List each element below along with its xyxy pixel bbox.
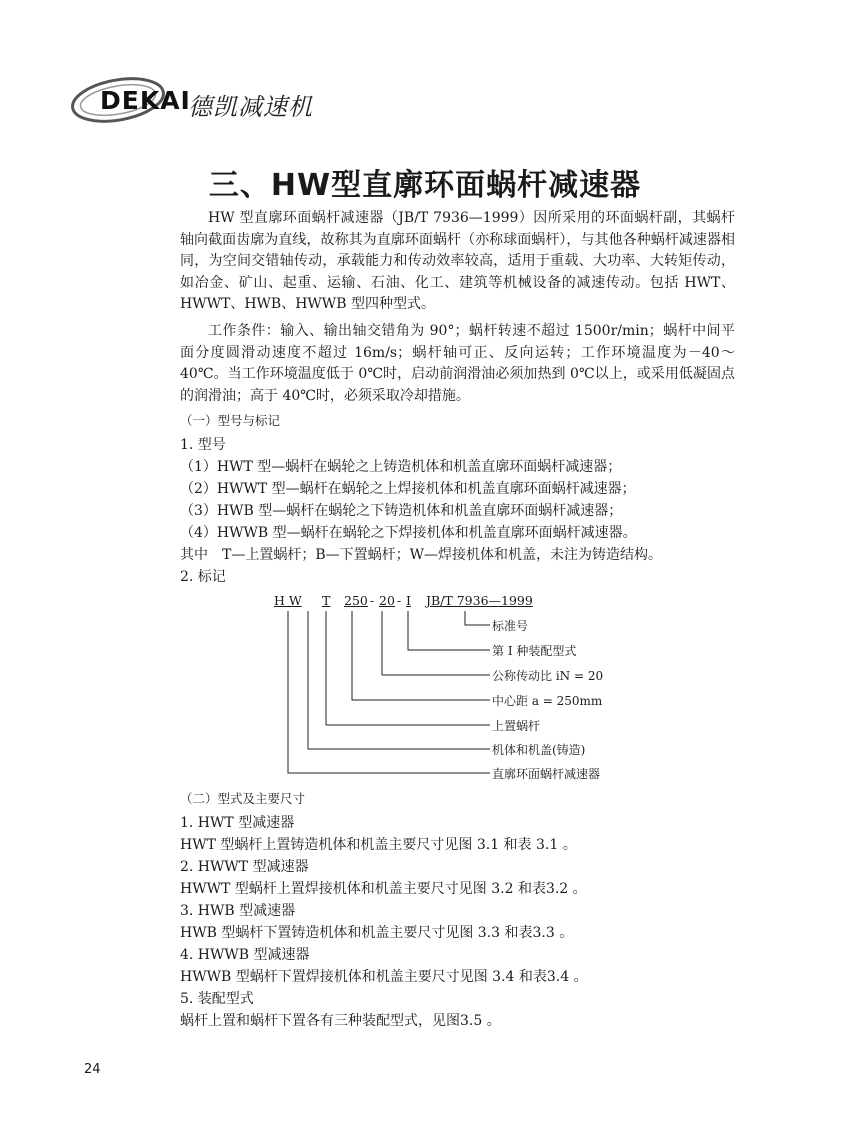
label-upper-worm: 上置蜗杆: [492, 719, 541, 733]
model-item: （2）HWWT 型—蜗杆在蜗轮之上焊接机体和机盖直廓环面蜗杆减速器；: [180, 481, 636, 497]
code-part-center-distance: 250: [344, 593, 368, 608]
section2-line: 4. HWWB 型减速器: [180, 947, 310, 963]
page-title: 三、HW型直廓环面蜗杆减速器: [208, 168, 642, 203]
label-standard-number: 标准号: [492, 619, 529, 633]
code-part-assembly: I: [406, 593, 411, 608]
code-separator: -: [370, 593, 375, 608]
section-heading-model-marking: （一）型号与标记: [180, 413, 281, 428]
model-item: （4）HWWB 型—蜗杆在蜗轮之下焊接机体和机盖直廓环面蜗杆减速器。: [180, 525, 637, 541]
section2-line: 2. HWWT 型减速器: [180, 859, 309, 875]
conditions-paragraph: 工作条件：输入、输出轴交错角为 90°；蜗杆转速不超过 1500r/min；蜗杆中间平面分度圆滑动速度不超过 16m/s；蜗杆轴可正、反向运转；工作环境温度为－40～40℃。当工作环境温度低于 0℃时，启动前润滑油必须加热到 0℃以上，或采用低凝固点的润滑油；高于 40℃时，必须采取冷却措施。: [180, 323, 735, 404]
marking-diagram: [260, 587, 640, 787]
label-center-distance: 中心距 a = 250mm: [492, 694, 603, 708]
section2-line: HWB 型蜗杆下置铸造机体和机盖主要尺寸见图 3.3 和表3.3 。: [180, 925, 574, 941]
code-part-t: T: [322, 593, 331, 608]
section2-line: HWWB 型蜗杆下置焊接机体和机盖主要尺寸见图 3.4 和表3.4 。: [180, 969, 588, 985]
section2-line: HWWT 型蜗杆上置焊接机体和机盖主要尺寸见图 3.2 和表3.2 。: [180, 881, 587, 897]
subheading-model: 1. 型号: [180, 437, 226, 453]
section2-line: 5. 装配型式: [180, 991, 254, 1007]
subheading-marking: 2. 标记: [180, 569, 226, 585]
label-reducer-type: 直廓环面蜗杆减速器: [492, 767, 601, 781]
model-note: 其中 T—上置蜗杆；B—下置蜗杆；W—焊接机体和机盖，未注为铸造结构。: [180, 547, 663, 563]
logo-chinese-text: 德凯减速机: [188, 93, 313, 121]
dekai-logo: [66, 70, 326, 130]
model-item: （3）HWB 型—蜗杆在蜗轮之下铸造机体和机盖直廓环面蜗杆减速器；: [180, 503, 623, 519]
code-separator: -: [397, 593, 402, 608]
code-part-standard: JB/T 7936—1999: [426, 593, 533, 608]
section2-line: 蜗杆上置和蜗杆下置各有三种装配型式，见图3.5 。: [180, 1013, 501, 1029]
label-body-cover: 机体和机盖(铸造): [492, 743, 586, 757]
code-part-ratio: 20: [379, 593, 395, 608]
intro-paragraph: HW 型直廓环面蜗杆减速器（JB/T 7936—1999）因所采用的环面蜗杆副，其蜗杆轴向截面齿廓为直线，故称其为直廓环面蜗杆（亦称球面蜗杆），与其他各种蜗杆减速器相同，为空间交错轴传动，承载能力和传动效率较高，适用于重载、大功率、大转矩传动，如冶金、矿山、起重、运输、石油、化工、建筑等机械设备的减速传动。包括 HWT、HWWT、HWB、HWWB 型四种型式。: [180, 210, 735, 312]
label-assembly-type: 第 Ⅰ 种装配型式: [492, 644, 577, 658]
section2-line: 1. HWT 型减速器: [180, 815, 295, 831]
page-number: 24: [84, 1062, 101, 1077]
section2-line: HWT 型蜗杆上置铸造机体和机盖主要尺寸见图 3.1 和表 3.1 。: [180, 837, 577, 853]
model-item: （1）HWT 型—蜗杆在蜗轮之上铸造机体和机盖直廓环面蜗杆减速器；: [180, 459, 622, 475]
label-transmission-ratio: 公称传动比 iN = 20: [492, 669, 604, 683]
section-heading-types-dimensions: （二）型式及主要尺寸: [180, 791, 306, 806]
logo-latin-text: DEKAI: [100, 86, 191, 115]
code-part-hw: H W: [274, 593, 302, 608]
section2-line: 3. HWB 型减速器: [180, 903, 296, 919]
